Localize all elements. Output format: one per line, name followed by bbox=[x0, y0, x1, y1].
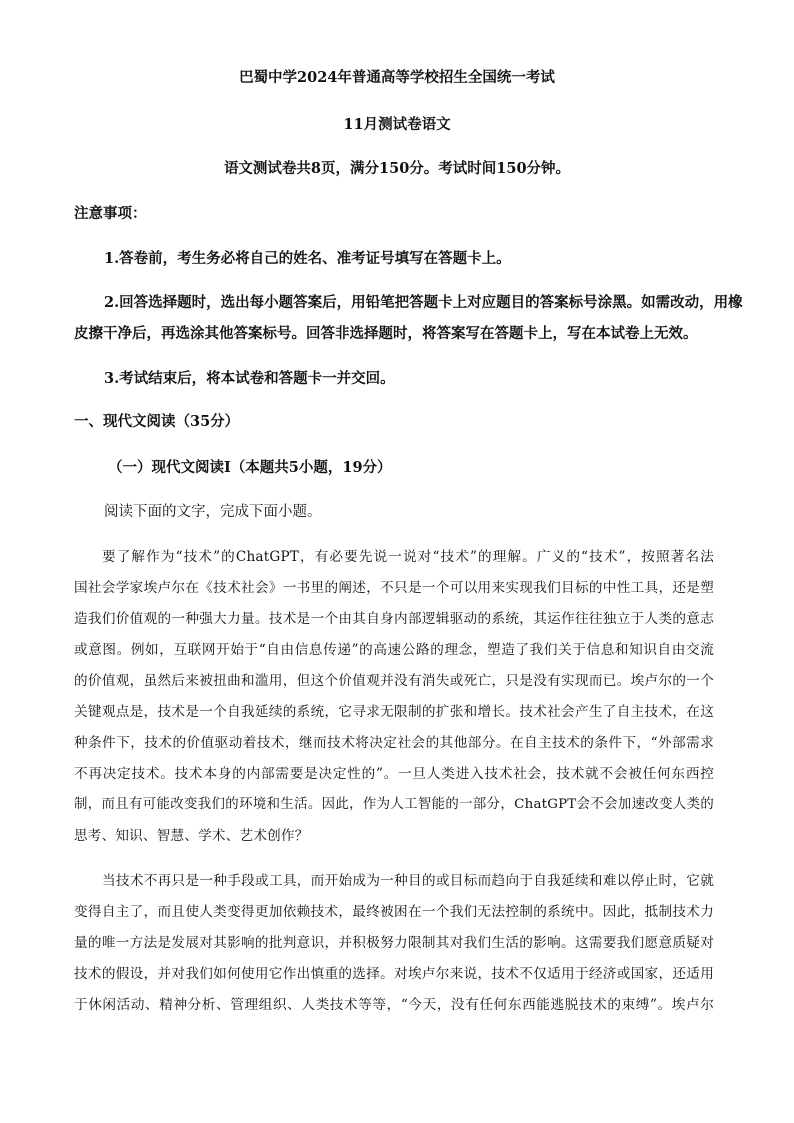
exam-subtitle: 11月测试卷语文 bbox=[343, 116, 451, 133]
reading-instruction: 阅读下面的文字，完成下面小题。 bbox=[104, 504, 322, 520]
passage-line: 于休闲活动、精神分析、管理组织、人类技术等等，“今天，没有任何东西能逃脱技术的束缚”。埃卢尔 bbox=[74, 997, 714, 1013]
notice-item-2-line-1: 2.回答选择题时，选出每小题答案后，用铅笔把答题卡上对应题目的答案标号涂黑。如需改动，用橡 bbox=[104, 294, 743, 311]
passage-line: 量的唯一方法是发展对其影响的批判意识，并积极努力限制其对我们生活的影响。这需要我们愿意质疑对 bbox=[74, 935, 714, 951]
notice-item-2-line-2: 皮擦干净后，再选涂其他答案标号。回答非选择题时，将答案写在答题卡上，写在本试卷上无效。 bbox=[74, 325, 698, 342]
passage-line: 关键观点是，技术是一个自我延续的系统，它寻求无限制的扩张和增长。技术社会产生了自主技术，在这 bbox=[74, 704, 714, 720]
notice-heading: 注意事项： bbox=[74, 205, 147, 222]
passage-line: 的价值观，虽然后来被扭曲和滥用，但这个价值观并没有消失或死亡，只是没有实现而已。埃卢尔的一个 bbox=[74, 673, 714, 689]
passage-line: 或意图。例如，互联网开始于“自由信息传递”的高速公路的理念，塑造了我们关于信息和知识自由交流 bbox=[74, 642, 714, 658]
exam-title: 巴蜀中学2024年普通高等学校招生全国统一考试 bbox=[239, 69, 555, 86]
notice-item-3: 3.考试结束后，将本试卷和答题卡一并交回。 bbox=[104, 370, 395, 387]
passage-line: 技术的假设，并对我们如何使用它作出慎重的选择。对埃卢尔来说，技术不仅适用于经济或国家，还适用 bbox=[74, 966, 714, 982]
passage-line: 国社会学家埃卢尔在《技术社会》一书里的阐述，不只是一个可以用来实现我们目标的中性工具，还是塑 bbox=[74, 580, 714, 596]
exam-info: 语文测试卷共8页，满分150分。考试时间150分钟。 bbox=[223, 160, 571, 177]
notice-item-1: 1.答卷前，考生务必将自己的姓名、准考证号填写在答题卡上。 bbox=[104, 250, 511, 267]
subsection-heading: （一）现代文阅读Ⅰ（本题共5小题，19分） bbox=[108, 459, 392, 476]
passage-line: 制，而且有可能改变我们的环境和生活。因此，作为人工智能的一部分，ChatGPT会不会加速改变人类的 bbox=[74, 797, 714, 812]
passage-line: 当技术不再只是一种手段或工具，而开始成为一种目的或目标而趋向于自我延续和难以停止时，它就 bbox=[102, 873, 714, 889]
passage-line: 种条件下，技术的价值驱动着技术，继而技术将决定社会的其他部分。在自主技术的条件下，“外部需求 bbox=[74, 735, 714, 751]
passage-line: 思考、知识、智慧、学术、艺术创作？ bbox=[74, 828, 309, 844]
passage-line: 不再决定技术。技术本身的内部需要是决定性的”。一旦人类进入技术社会，技术就不会被任何东西控 bbox=[74, 766, 714, 782]
passage-line: 要了解作为“技术”的ChatGPT，有必要先说一说对“技术”的理解。广义的“技术”，按照著名法 bbox=[102, 549, 714, 565]
section-heading: 一、现代文阅读（35分） bbox=[74, 413, 240, 430]
passage-line: 造我们价值观的一种强大力量。技术是一个由其自身内部逻辑驱动的系统，其运作往往独立于人类的意志 bbox=[74, 611, 714, 627]
passage-line: 变得自主了，而且使人类变得更加依赖技术，最终被困在一个我们无法控制的系统中。因此，抵制技术力 bbox=[74, 904, 714, 920]
